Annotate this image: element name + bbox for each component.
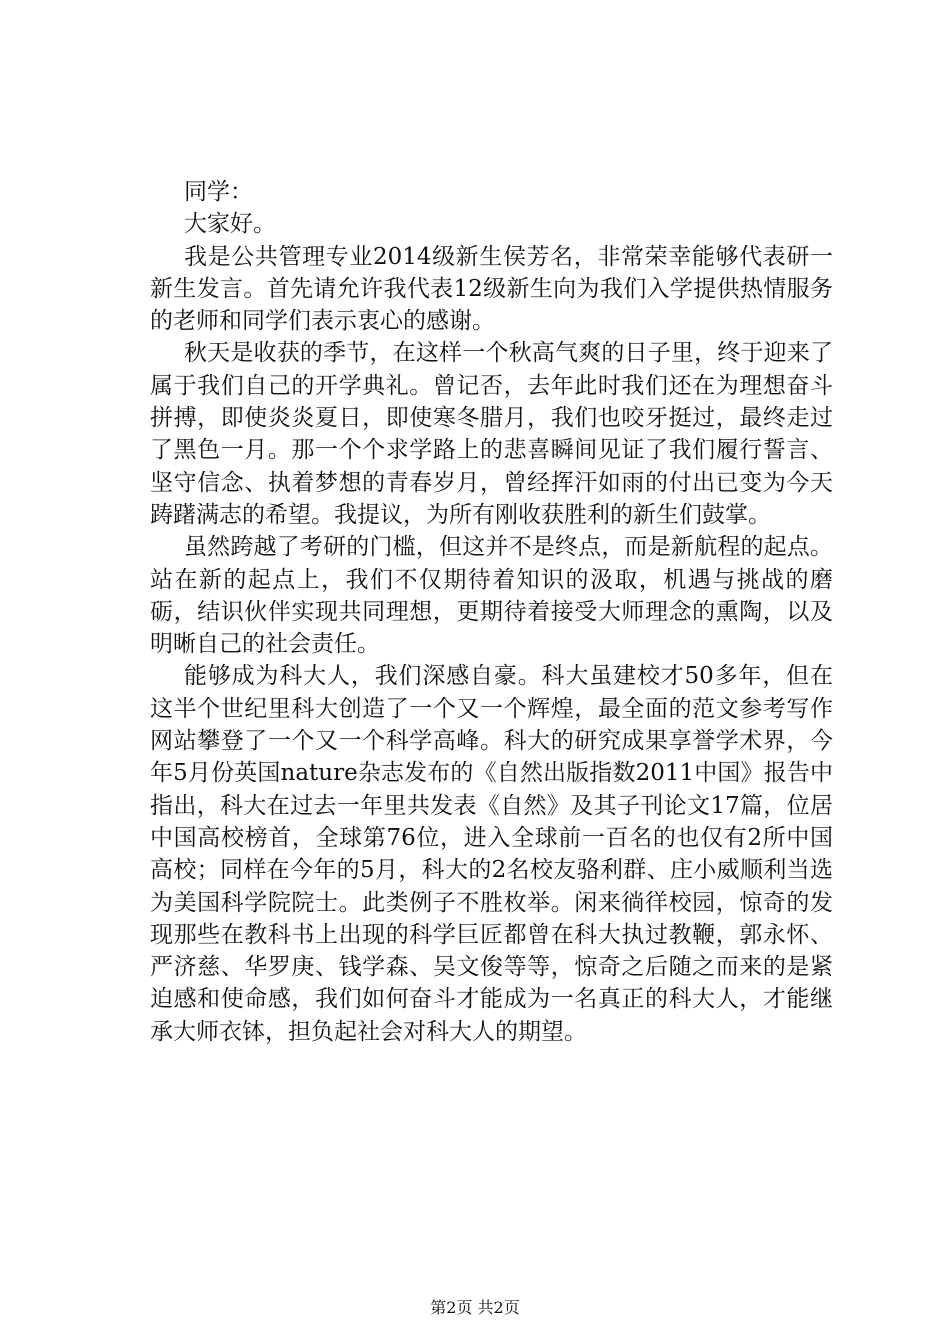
greeting: 大家好。	[184, 211, 276, 238]
paragraph-pride: 能够成为科大人，我们深感自豪。科大虽建校才50多年，但在这半个世纪里科大创造了一个又一个辉煌，最全面的范文参考写作网站攀登了一个又一个科学高峰。科大的研究成果享誉学术界，今年5月份英国nature杂志发布的《自然出版指数2011中国》报告中指出，科大在过去一年里共发表《自然》及其子刊论文17篇，位居中国高校榜首，全球第76位，进入全球前一百名的也仅有2所中国高校；同样在今年的5月，科大的2名校友骆利群、庄小威顺利当选为美国科学院院士。此类例子不胜枚举。闲来徜徉校园，惊奇的发现那些在教科书上出现的科学巨匠都曾在科大执过教鞭，郭永怀、严济慈、华罗庚、钱学森、吴文俊等等，惊奇之后随之而来的是紧迫感和使命感，我们如何奋斗才能成为一名真正的科大人，才能继承大师衣钵，担负起社会对科大人的期望。	[150, 663, 833, 1045]
document-body	[150, 176, 833, 1048]
salutation: 同学：	[184, 179, 253, 205]
page-footer: 第2页 共2页	[430, 1298, 520, 1317]
paragraph-new-start: 虽然跨越了考研的门槛，但这并不是终点，而是新航程的起点。站在新的起点上，我们不仅期待着知识的汲取，机遇与挑战的磨砺，结识伙伴实现共同理想，更期待着接受大师理念的熏陶，以及明晰自己的社会责任。	[150, 534, 833, 658]
paragraph-autumn: 秋天是收获的季节，在这样一个秋高气爽的日子里，终于迎来了属于我们自己的开学典礼。曾记否，去年此时我们还在为理想奋斗拼搏，即使炎炎夏日，即使寒冬腊月，我们也咬牙挺过，最终走过了黑色一月。那一个个求学路上的悲喜瞬间见证了我们履行誓言、坚守信念、执着梦想的青春岁月，曾经挥汗如雨的付出已变为今天踌躇满志的希望。我提议，为所有刚收获胜利的新生们鼓掌。	[150, 340, 833, 528]
paragraph-introduction: 我是公共管理专业2014级新生侯芳名，非常荣幸能够代表研一新生发言。首先请允许我代表12级新生向为我们入学提供热情服务的老师和同学们表示衷心的感谢。	[150, 243, 833, 335]
